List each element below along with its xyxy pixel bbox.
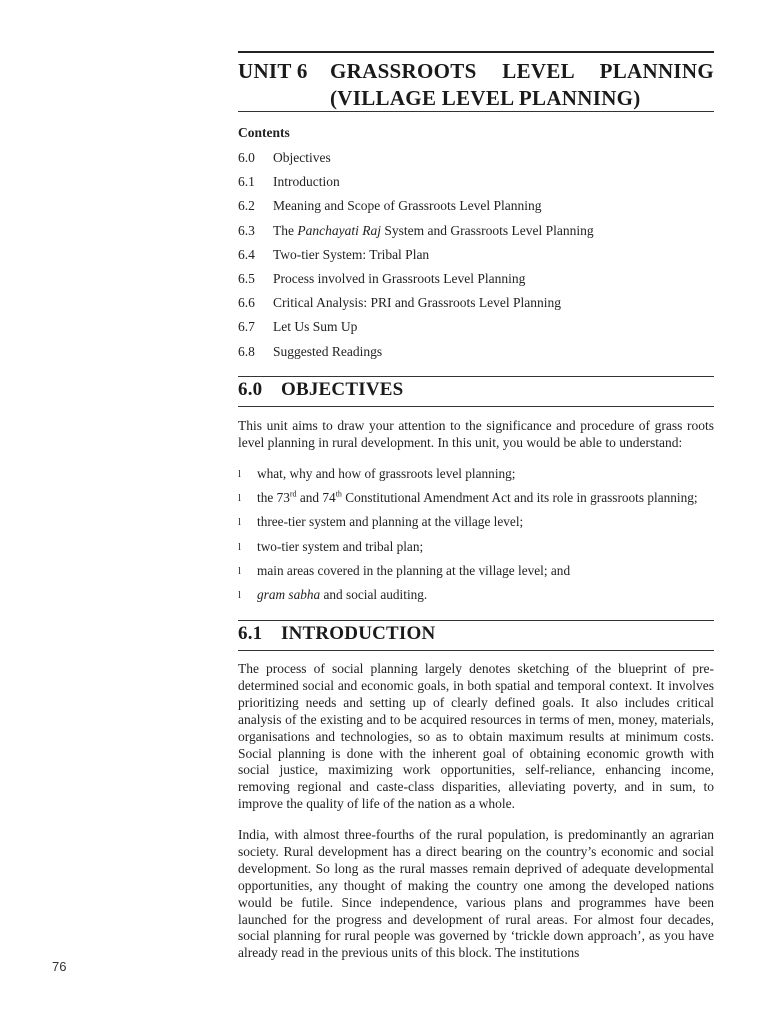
introduction-paragraph: The process of social planning largely denotes sketching of the blueprint of pre-determined social and economic goals, in both spatial and temporal context. It involves prioritizing needs and setting up of clearly defined goals. It also includes critical analysis of the existing and to be acquired resources in terms of men, money, materials, organisations and technologies, so as to obtain maximum results at minimum costs. Social planning is done with the inherent goal of obtaining economic growth with social justice, maximizing work opportunities, self-reliance, enhancing income, removing regional and caste-class disparities, alleviating poverty, and in sum, to improve the quality of life of the nation as a whole.: [238, 661, 714, 812]
toc-item: [238, 221, 714, 245]
toc-number: 6.4: [238, 246, 255, 262]
toc-title: Suggested Readings: [273, 343, 383, 359]
list-item: [238, 561, 714, 585]
introduction-bottom-rule: [238, 650, 714, 651]
toc-item: [238, 317, 714, 341]
section-number: 6.0: [238, 379, 263, 400]
toc-title: Let Us Sum Up: [273, 319, 358, 335]
toc-title: Process involved in Grassroots Level Planning: [273, 270, 526, 286]
objectives-intro: This unit aims to draw your attention to the significance and procedure of grass roots level planning in rural development. In this unit, you would be able to understand:: [238, 418, 714, 450]
text-part: and 74: [296, 490, 336, 506]
list-item-text: [257, 488, 714, 512]
objectives-heading: [238, 379, 714, 401]
list-item: [238, 537, 714, 561]
text-part: and social auditing.: [320, 586, 428, 602]
list-item: [238, 464, 714, 488]
toc-item: [238, 293, 714, 317]
introduction-top-rule: [238, 620, 714, 621]
toc-number: 6.3: [238, 222, 255, 238]
list-item-text: three-tier system and planning at the village level;: [257, 514, 524, 530]
toc-title: [273, 221, 714, 245]
introduction-heading: [238, 623, 714, 645]
bullet-mark: l: [238, 588, 242, 601]
page-number: 76: [52, 959, 67, 974]
toc-title: Introduction: [273, 174, 340, 190]
bullet-mark: l: [238, 516, 242, 529]
superscript: rd: [289, 489, 297, 499]
list-item: [238, 488, 714, 512]
section-title: INTRODUCTION: [281, 623, 436, 644]
text-part: Constitutional Amendment Act and its role in grassroots planning;: [341, 490, 698, 506]
title-bottom-rule: [238, 111, 714, 112]
section-title: OBJECTIVES: [281, 379, 404, 400]
toc-number: 6.1: [238, 174, 255, 190]
toc-item: [238, 245, 714, 269]
text-emphasis: gram sabha: [257, 586, 321, 602]
toc-title-emphasis: Panchayati Raj: [297, 222, 381, 238]
unit-title-line2: (VILLAGE LEVEL PLANNING): [330, 86, 641, 110]
table-of-contents: [238, 148, 714, 366]
section-number: 6.1: [238, 623, 263, 644]
title-top-rule: [238, 51, 714, 53]
toc-number: 6.0: [238, 150, 255, 165]
bullet-mark: l: [238, 564, 242, 577]
text-part: the 73: [257, 490, 290, 506]
toc-title: Objectives: [273, 150, 331, 165]
list-item-text: [257, 585, 714, 609]
toc-title: Meaning and Scope of Grassroots Level Planning: [273, 198, 542, 214]
objectives-bottom-rule: [238, 406, 714, 407]
list-item: [238, 585, 714, 609]
toc-number: 6.6: [238, 295, 255, 311]
unit-title-line1: GRASSROOTS LEVEL PLANNING: [330, 59, 714, 83]
objectives-list: [238, 464, 714, 609]
objectives-top-rule: [238, 376, 714, 377]
list-item: [238, 512, 714, 536]
contents-heading: Contents: [238, 125, 290, 140]
toc-number: 6.8: [238, 343, 255, 359]
toc-item: [238, 342, 714, 366]
toc-item: [238, 148, 714, 172]
toc-title-pre: The: [273, 222, 298, 238]
toc-title: Critical Analysis: PRI and Grassroots Level Planning: [273, 295, 561, 311]
superscript: th: [335, 489, 342, 499]
list-item-text: main areas covered in the planning at the village level; and: [257, 562, 571, 578]
introduction-paragraph: India, with almost three-fourths of the rural population, is predominantly an agrarian society. Rural development has a direct bearing on the country’s economic and social development. So long as the rural masses remain deprived of adequate developmental opportunities, any thought of making the country one among the developed nations would be futile. Since independence, various plans and programmes have been launched for the progress and development of rural areas. For almost four decades, social planning for rural people was governed by ‘trickle down approach’, as you have already read in the previous units of this block. The institutions: [238, 827, 714, 961]
toc-item: [238, 269, 714, 293]
list-item-text: what, why and how of grassroots level planning;: [257, 466, 516, 481]
bullet-mark: l: [238, 468, 242, 480]
list-item-text: two-tier system and tribal plan;: [257, 538, 424, 554]
toc-number: 6.2: [238, 198, 255, 214]
toc-title: Two-tier System: Tribal Plan: [273, 246, 430, 262]
toc-item: [238, 172, 714, 196]
bullet-mark: l: [238, 540, 242, 553]
toc-item: [238, 196, 714, 220]
toc-number: 6.5: [238, 270, 255, 286]
bullet-mark: l: [238, 492, 242, 505]
toc-number: 6.7: [238, 319, 255, 335]
toc-title-post: System and Grassroots Level Planning: [380, 222, 594, 238]
unit-label: UNIT 6: [238, 59, 308, 83]
unit-title: [238, 58, 714, 112]
